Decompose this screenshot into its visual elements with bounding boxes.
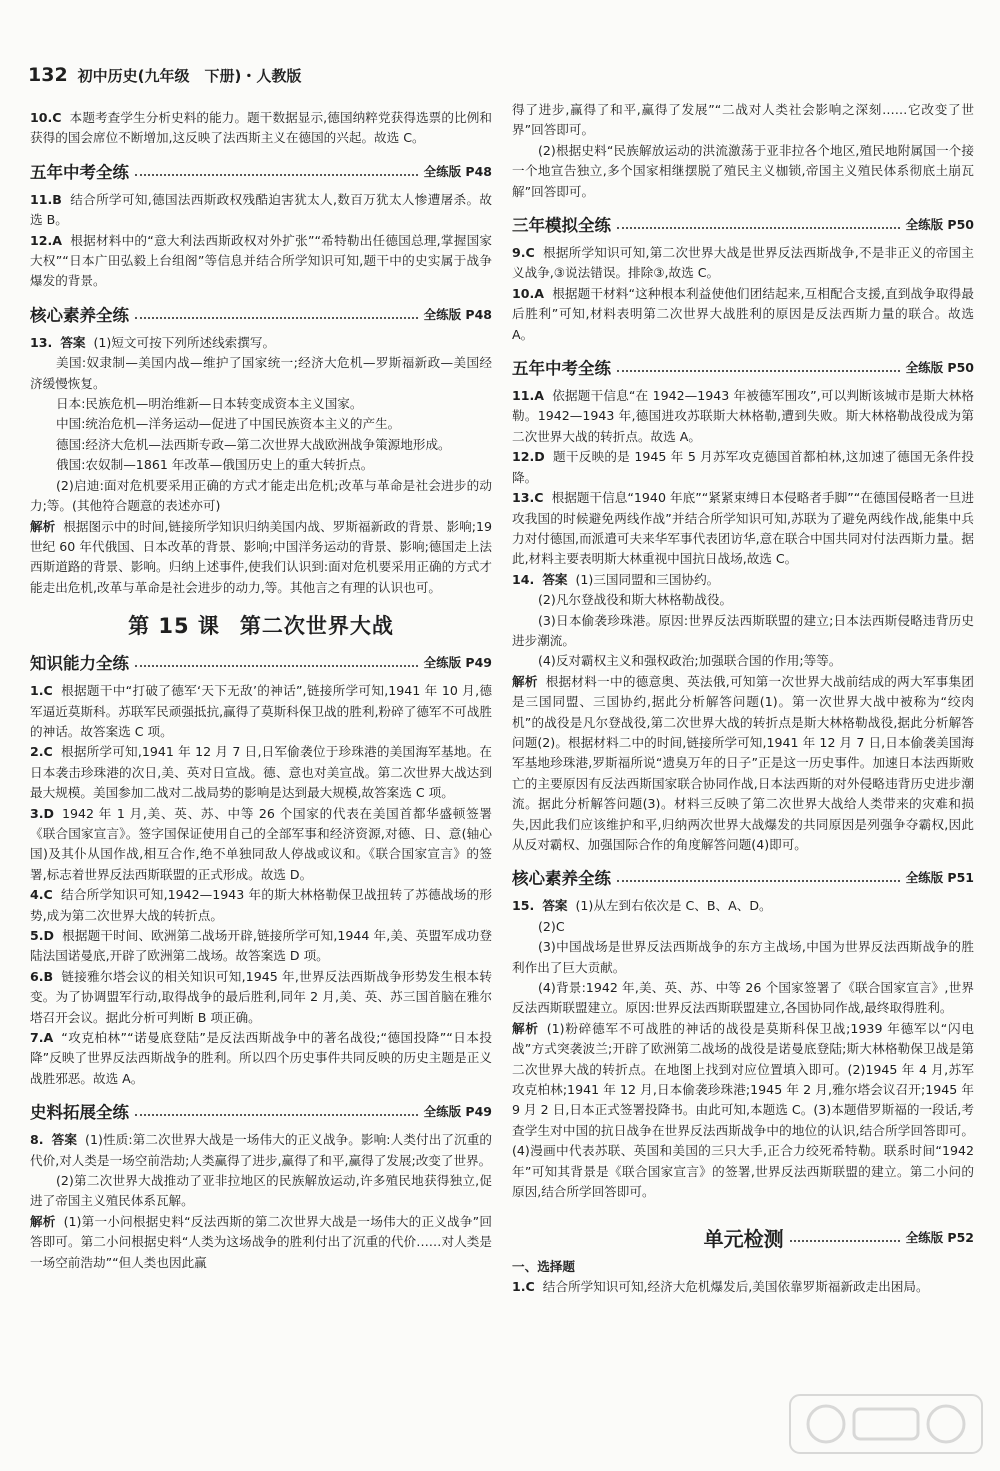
lesson-title: 第 15 课 第二次世界大战	[128, 614, 394, 639]
answer-item: 13.C 根据题干信息“1940 年底”“紧紧束缚日本侵略者手脚”“在德国侵略者一旦进攻我国的时候避免两线作战”并结合所学知识可知,苏联为了避免两线作战,能集中兵力对付德国,而派遣可夫来华军事代表团访华,意在联合中国共同对付法西斯力量。据此,材料主要表明斯大林重视中国抗日战场,故选 C。	[512, 490, 974, 567]
dotted-leader	[135, 174, 418, 176]
section-header: 知识能力全练 全练版 P49	[30, 654, 492, 674]
answer-line: 日本:民族危机—明治维新—日本转变成资本主义国家。	[56, 396, 363, 412]
answer-line: 中国:统治危机—洋务运动—促进了中国民族资本主义的产生。	[56, 416, 401, 432]
answer-item: 4.C 结合所学知识可知,1942—1943 年的斯大林格勒保卫战扭转了苏德战场的形势,成为第二次世界大战的转折点。	[30, 887, 492, 923]
analysis: 解析 根据材料一中的德意奥、英法俄,可知第一次世界大战前结成的两大军事集团是三国同盟、三国协约,据此分析解答问题(1)。第一次世界大战中被称为“绞肉机”的战役是凡尔登战役,第二次世界大战的转折点是斯大林格勒战役,据此分析解答问题(2)。根据材料二中的时间,链接所学可知,1941 年 12 月 7 日,日本偷袭美国海军基地珍珠港,罗斯福所说“遗臭万年的日子”正是这一历史事件。加速日本法西斯败亡的主要原因有反法西斯国家联合协同作战,日本法西斯的对外侵略违背历史进步潮流。据此分析解答问题(3)。材料三反映了第二次世界大战给人类带来的灾难和损失,因此我们应该维护和平,归纳两次世界大战爆发的共同原因是列强争夺霸权,因此从反对霸权、加强国际合作的角度解答问题(4)即可。	[512, 673, 974, 852]
section-header: 史料拓展全练 全练版 P49	[30, 1103, 492, 1123]
continued-text: (2)根据史料“民族解放运动的洪流激荡于亚非拉各个地区,殖民地附属国一个接一个地宣告独立,多个国家相继摆脱了殖民主义枷锁,帝国主义殖民体系彻底土崩瓦解”回答即可。	[512, 142, 974, 199]
answer-item: 9.C 根据所学知识可知,第二次世界大战是世界反法西斯战争,不是非正义的帝国主义战争,③说法错误。排除③,故选 C。	[512, 245, 974, 281]
dotted-leader	[790, 1240, 900, 1242]
analysis: 解析 根据图示中的时间,链接所学知识归纳美国内战、罗斯福新政的背景、影响;19 世纪 60 年代俄国、日本改革的背景、影响;中国洋务运动的背景、影响;德国走上法西斯道路的背景、影响。归纳上述事件,使我们认识到:面对危机要采用正确的方式才能走出危机,改革与革命是社会进步的动力,等。其他言之有理的认识也可。	[30, 518, 492, 595]
answer-item: 12.D 题干反映的是 1945 年 5 月苏军攻克德国首都柏林,这加速了德国无条件投降。	[512, 449, 974, 485]
section-header: 五年中考全练 全练版 P50	[512, 359, 974, 379]
answer-line: (2)C	[538, 918, 565, 934]
answer-item: 6.B 链接雅尔塔会议的相关知识可知,1945 年,世界反法西斯战争形势发生根本转变。为了协调盟军行动,取得战争的最后胜利,同年 2 月,美、英、苏三国首脑在雅尔塔召开会议。据此分析可判断 B 项正确。	[30, 968, 492, 1025]
answer-line: 俄国:农奴制—1861 年改革—俄国历史上的重大转折点。	[56, 457, 374, 473]
dotted-leader	[617, 880, 900, 882]
answer-line: (4)背景:1942 年,美、英、苏、中等 26 个国家签署了《联合国家宣言》,世界反法西斯联盟建立。原因:世界反法西斯联盟建立,各国协同作战,最终取得胜利。	[512, 980, 974, 1016]
answer-item: 10.C 本题考查学生分析史料的能力。题干数据显示,德国纳粹党获得选票的比例和获得的国会席位不断增加,这反映了法西斯主义在德国的兴起。故选 C。	[30, 110, 492, 146]
answer-line: (3)中国战场是世界反法西斯战争的东方主战场,中国为世界反法西斯战争的胜利作出了巨大贡献。	[512, 939, 974, 975]
answer-item: 5.D 根据题干时间、欧洲第二战场开辟,链接所学可知,1944 年,美、英盟军成功登陆法国诺曼底,开辟了欧洲第二战场。故答案选 D 项。	[30, 928, 492, 964]
dotted-leader	[617, 370, 900, 372]
continued-text: 得了进步,赢得了和平,赢得了发展”“二战对人类社会影响之深刻……它改变了世界”回答即可。	[512, 102, 974, 138]
answer-item: 12.A 根据材料中的“意大利法西斯政权对外扩张”“希特勒出任德国总理,掌握国家大权”“日本广田弘毅上台组阁”等信息并结合所学知识可知,题干中的史实属于战争爆发的背景。	[30, 232, 492, 289]
analysis: 解析 (1)粉碎德军不可战胜的神话的战役是莫斯科保卫战;1939 年德军以“闪电战”方式突袭波兰;开辟了欧洲第二战场的战役是诺曼底登陆;斯大林格勒保卫战是第二次世界大战的转折点。在地图上找到对应位置填入即可。(2)1945 年 4 月,苏军攻克柏林;1941 年 12 月,日本偷袭珍珠港;1945 年 2 月,雅尔塔会议召开;1945 年 9 月 2 日,日本正式签署投降书。由此可知,本题选 C。(3)本题借罗斯福的一段话,考查学生对中国的抗日战争在世界反法西斯战争中的地位的认识,结合所学回答即可。(4)漫画中代表苏联、英国和美国的三只大手,正合力绞死希特勒。联系时间“1942 年”可知其背景是《联合国家宣言》的签署,世界反法西斯联盟的建立。第二小问的原因,结合所学回答即可。	[512, 1020, 974, 1200]
part-heading: 一、选择题	[512, 1258, 575, 1274]
section-header: 核心素养全练 全练版 P48	[30, 305, 492, 325]
answer-item: 7.A “攻克柏林”“诺曼底登陆”是反法西斯战争中的著名战役;“德国投降”“日本投降”反映了世界反法西斯战争的胜利。所以四个历史事件共同反映的历史主题是正义战胜邪恶。故选 A。	[30, 1030, 492, 1086]
answer-line: 德国:经济大危机—法西斯专政—第二次世界大战欧洲战争策源地形成。	[56, 436, 451, 452]
answer-line: (2)启迪:面对危机要采用正确的方式才能走出危机;改革与革命是社会进步的动力;等。(其他符合题意的表述亦可)	[30, 477, 492, 514]
answer-item: 11.A 依据题干信息“在 1942—1943 年被德军围攻”,可以判断该城市是斯大林格勒。1942—1943 年,德国进攻苏联斯大林格勒,遭到失败。斯大林格勒战役成为第二次世界大战的转折点。故选 A。	[512, 388, 974, 444]
section-header: 三年模拟全练 全练版 P50	[512, 216, 974, 236]
unit-test-header: 单元检测 全练版 P52	[703, 1226, 974, 1251]
page-header	[28, 62, 301, 88]
book-title: 初中历史(九年级 下册)・人教版	[77, 66, 302, 85]
answer-item: 8. 答案 (1)性质:第二次世界大战是一场伟大的正义战争。影响:人类付出了沉重的代价,对人类是一场空前浩劫;人类赢得了进步,赢得了和平,赢得了发展;改变了世界。	[30, 1132, 493, 1168]
left-column	[30, 108, 492, 1273]
dotted-leader	[617, 227, 900, 229]
dotted-leader	[135, 1114, 418, 1116]
answer-item: 10.A 根据题干材料“这种根本利益使他们团结起来,互相配合支援,直到战争取得最后胜利”可知,材料表明第二次世界大战胜利的原因是反法西斯力量的联合。故选 A。	[512, 285, 974, 342]
answer-item: 11.B 结合所学可知,德国法西斯政权残酷迫害犹太人,数百万犹太人惨遭屠杀。故选 B。	[30, 191, 492, 228]
right-column	[512, 100, 974, 1297]
answer-line: (4)反对霸权主义和强权政治;加强联合国的作用;等等。	[538, 653, 842, 669]
answer-item: 13. 答案 (1)短文可按下列所述线索撰写。	[30, 334, 276, 350]
analysis: 解析 (1)第一小问根据史料“反法西斯的第二次世界大战是一场伟大的正义战争”回答即可。第二小问根据史料“人类为这场战争的胜利付出了沉重的代价……对人类是一场空前浩劫”“但人类也因此赢	[30, 1213, 493, 1270]
section-header: 核心素养全练 全练版 P51	[512, 869, 974, 889]
answer-item: 2.C 根据所学可知,1941 年 12 月 7 日,日军偷袭位于珍珠港的美国海军基地。在日本袭击珍珠港的次日,美、英对日宣战。德、意也对美宣战。第二次世界大战达到最大规模。美国参加二战对二战局势的影响是达到最大规模,故答案选 C 项。	[30, 744, 492, 801]
page-number: 132	[28, 64, 68, 86]
section-header: 五年中考全练 全练版 P48	[30, 162, 492, 182]
watermark-logo-icon	[786, 1389, 986, 1459]
answer-line: (3)日本偷袭珍珠港。原因:世界反法西斯联盟的建立;日本法西斯侵略违背历史进步潮流。	[512, 612, 974, 648]
answer-item: 1.C 结合所学知识可知,经济大危机爆发后,美国依靠罗斯福新政走出困局。	[512, 1278, 929, 1294]
answer-item: 1.C 根据题干中“打破了德军‘天下无敌’的神话”,链接所学可知,1941 年 10 月,德军逼近莫斯科。苏联军民顽强抵抗,赢得了莫斯科保卫战的胜利,粉碎了德军不可战胜的神话。故答案选 C 项。	[30, 683, 492, 739]
answer-line: (2)凡尔登战役和斯大林格勒战役。	[538, 592, 733, 608]
answer-item: 15. 答案 (1)从左到右依次是 C、B、A、D。	[512, 898, 772, 914]
answer-line: (2)第二次世界大战推动了亚非拉地区的民族解放运动,许多殖民地获得独立,促进了帝国主义殖民体系瓦解。	[30, 1173, 492, 1209]
dotted-leader	[135, 317, 418, 319]
answer-item: 3.D 1942 年 1 月,美、英、苏、中等 26 个国家的代表在美国首都华盛顿签署《联合国家宣言》。签字国保证使用自己的全部军事和经济资源,对德、日、意(轴心国)及其仆从国作战,相互合作,绝不单独同敌人停战或议和。《联合国家宣言》的签署,标志着世界反法西斯联盟的正式形成。故选 D。	[30, 805, 492, 882]
answer-item: 14. 答案 (1)三国同盟和三国协约。	[512, 571, 720, 587]
dotted-leader	[135, 665, 418, 667]
answer-line: 美国:奴隶制—美国内战—维护了国家统一;经济大危机—罗斯福新政—美国经济缓慢恢复。	[30, 355, 492, 391]
